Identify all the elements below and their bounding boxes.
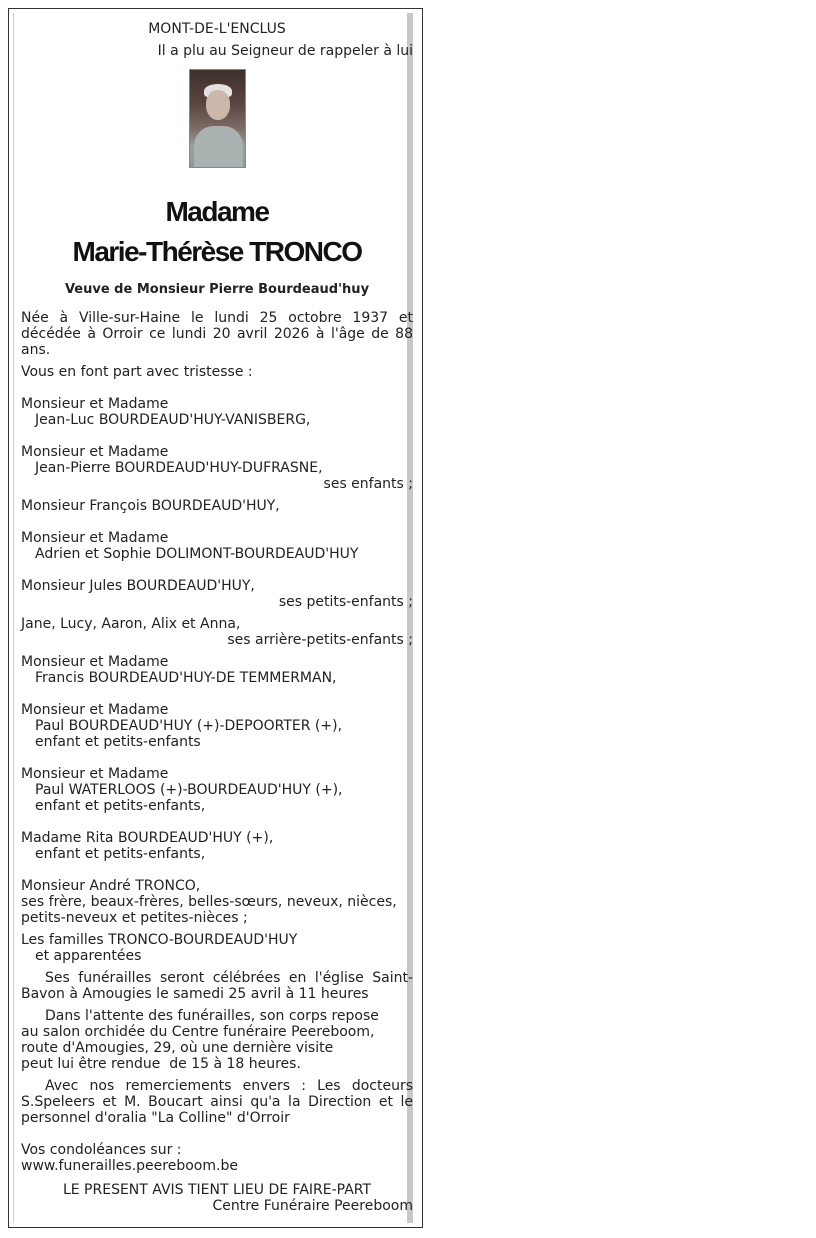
condolences-link[interactable]: www.funerailles.peereboom.be — [21, 1158, 238, 1174]
family-2-title: Monsieur et Madame — [21, 444, 169, 460]
family-12: Les familles TRONCO-BOURDEAUD'HUY — [21, 932, 298, 948]
family-11: Monsieur André TRONCO, — [21, 878, 201, 894]
portrait-photo — [189, 69, 246, 168]
family-10-name: Madame Rita BOURDEAUD'HUY (+), — [21, 830, 274, 846]
family-11-sub: ses frère, beaux-frères, belles-sœurs, neveux, nièces, petits-neveux et petites-nièces ; — [21, 894, 397, 926]
footer-org: Centre Funéraire Peereboom — [212, 1198, 413, 1214]
family-2-name: Jean-Pierre BOURDEAUD'HUY-DUFRASNE, — [35, 460, 323, 476]
intro-line: Il a plu au Seigneur de rappeler à lui — [157, 43, 413, 59]
deceased-name: Marie-Thérèse TRONCO — [72, 236, 362, 267]
family-1-title: Monsieur et Madame — [21, 396, 169, 412]
footer-notice: LE PRESENT AVIS TIENT LIEU DE FAIRE-PART — [62, 1182, 372, 1198]
family-10-sub: enfant et petits-enfants, — [35, 846, 206, 862]
funeral-text: Ses funérailles seront célébrées en l'église Saint-Bavon à Amougies le samedi 25 avril à 11 heures — [21, 970, 413, 1002]
photo-container — [21, 69, 413, 168]
wake-line-2: au salon orchidée du Centre funéraire Peereboom, — [21, 1024, 375, 1040]
notice-content — [21, 21, 413, 1214]
family-8-title: Monsieur et Madame — [21, 702, 169, 718]
family-9-sub: enfant et petits-enfants, — [35, 798, 206, 814]
family-7-title: Monsieur et Madame — [21, 654, 169, 670]
wake-line-3: route d'Amougies, 29, où une dernière visite — [21, 1040, 334, 1056]
family-6: Jane, Lucy, Aaron, Alix et Anna, — [21, 616, 241, 632]
condolences-label: Vos condoléances sur : — [21, 1142, 182, 1158]
family-1-name: Jean-Luc BOURDEAUD'HUY-VANISBERG, — [35, 412, 311, 428]
family-4-title: Monsieur et Madame — [21, 530, 169, 546]
wake-line-1: Dans l'attente des funérailles, son corps repose — [45, 1008, 379, 1024]
family-5: Monsieur Jules BOURDEAUD'HUY, — [21, 578, 255, 594]
grandchildren-label: ses petits-enfants ; — [278, 594, 413, 610]
thanks-text: Avec nos remerciements envers : Les docteurs S.Speleers et M. Boucart ainsi qu'a la Direction et le personnel d'oralia "La Colline" d'Orroir — [21, 1078, 413, 1126]
announcement: Vous en font part avec tristesse : — [21, 364, 253, 380]
title-madame: Madame — [165, 196, 269, 227]
greatgrandchildren-label: ses arrière-petits-enfants ; — [227, 632, 413, 648]
birth-death-text: Née à Ville-sur-Haine le lundi 25 octobre 1937 et décédée à Orroir ce lundi 20 avril 2026 à l'âge de 88 ans. — [21, 310, 413, 358]
location: MONT-DE-L'ENCLUS — [148, 21, 286, 37]
children-label: ses enfants ; — [323, 476, 413, 492]
portrait-face — [206, 90, 230, 120]
widow-of: Veuve de Monsieur Pierre Bourdeaud'huy — [64, 282, 370, 297]
family-4-name: Adrien et Sophie DOLIMONT-BOURDEAUD'HUY — [35, 546, 359, 562]
family-9-title: Monsieur et Madame — [21, 766, 169, 782]
death-notice — [8, 8, 423, 1228]
wake-line-4: peut lui être rendue de 15 à 18 heures. — [21, 1056, 301, 1072]
family-8-sub: enfant et petits-enfants — [35, 734, 201, 750]
family-7-name: Francis BOURDEAUD'HUY-DE TEMMERMAN, — [35, 670, 337, 686]
family-9-name: Paul WATERLOOS (+)-BOURDEAUD'HUY (+), — [35, 782, 343, 798]
portrait-body — [194, 126, 243, 168]
family-12-sub: et apparentées — [35, 948, 142, 964]
family-8-name: Paul BOURDEAUD'HUY (+)-DEPOORTER (+), — [35, 718, 343, 734]
family-3: Monsieur François BOURDEAUD'HUY, — [21, 498, 280, 514]
